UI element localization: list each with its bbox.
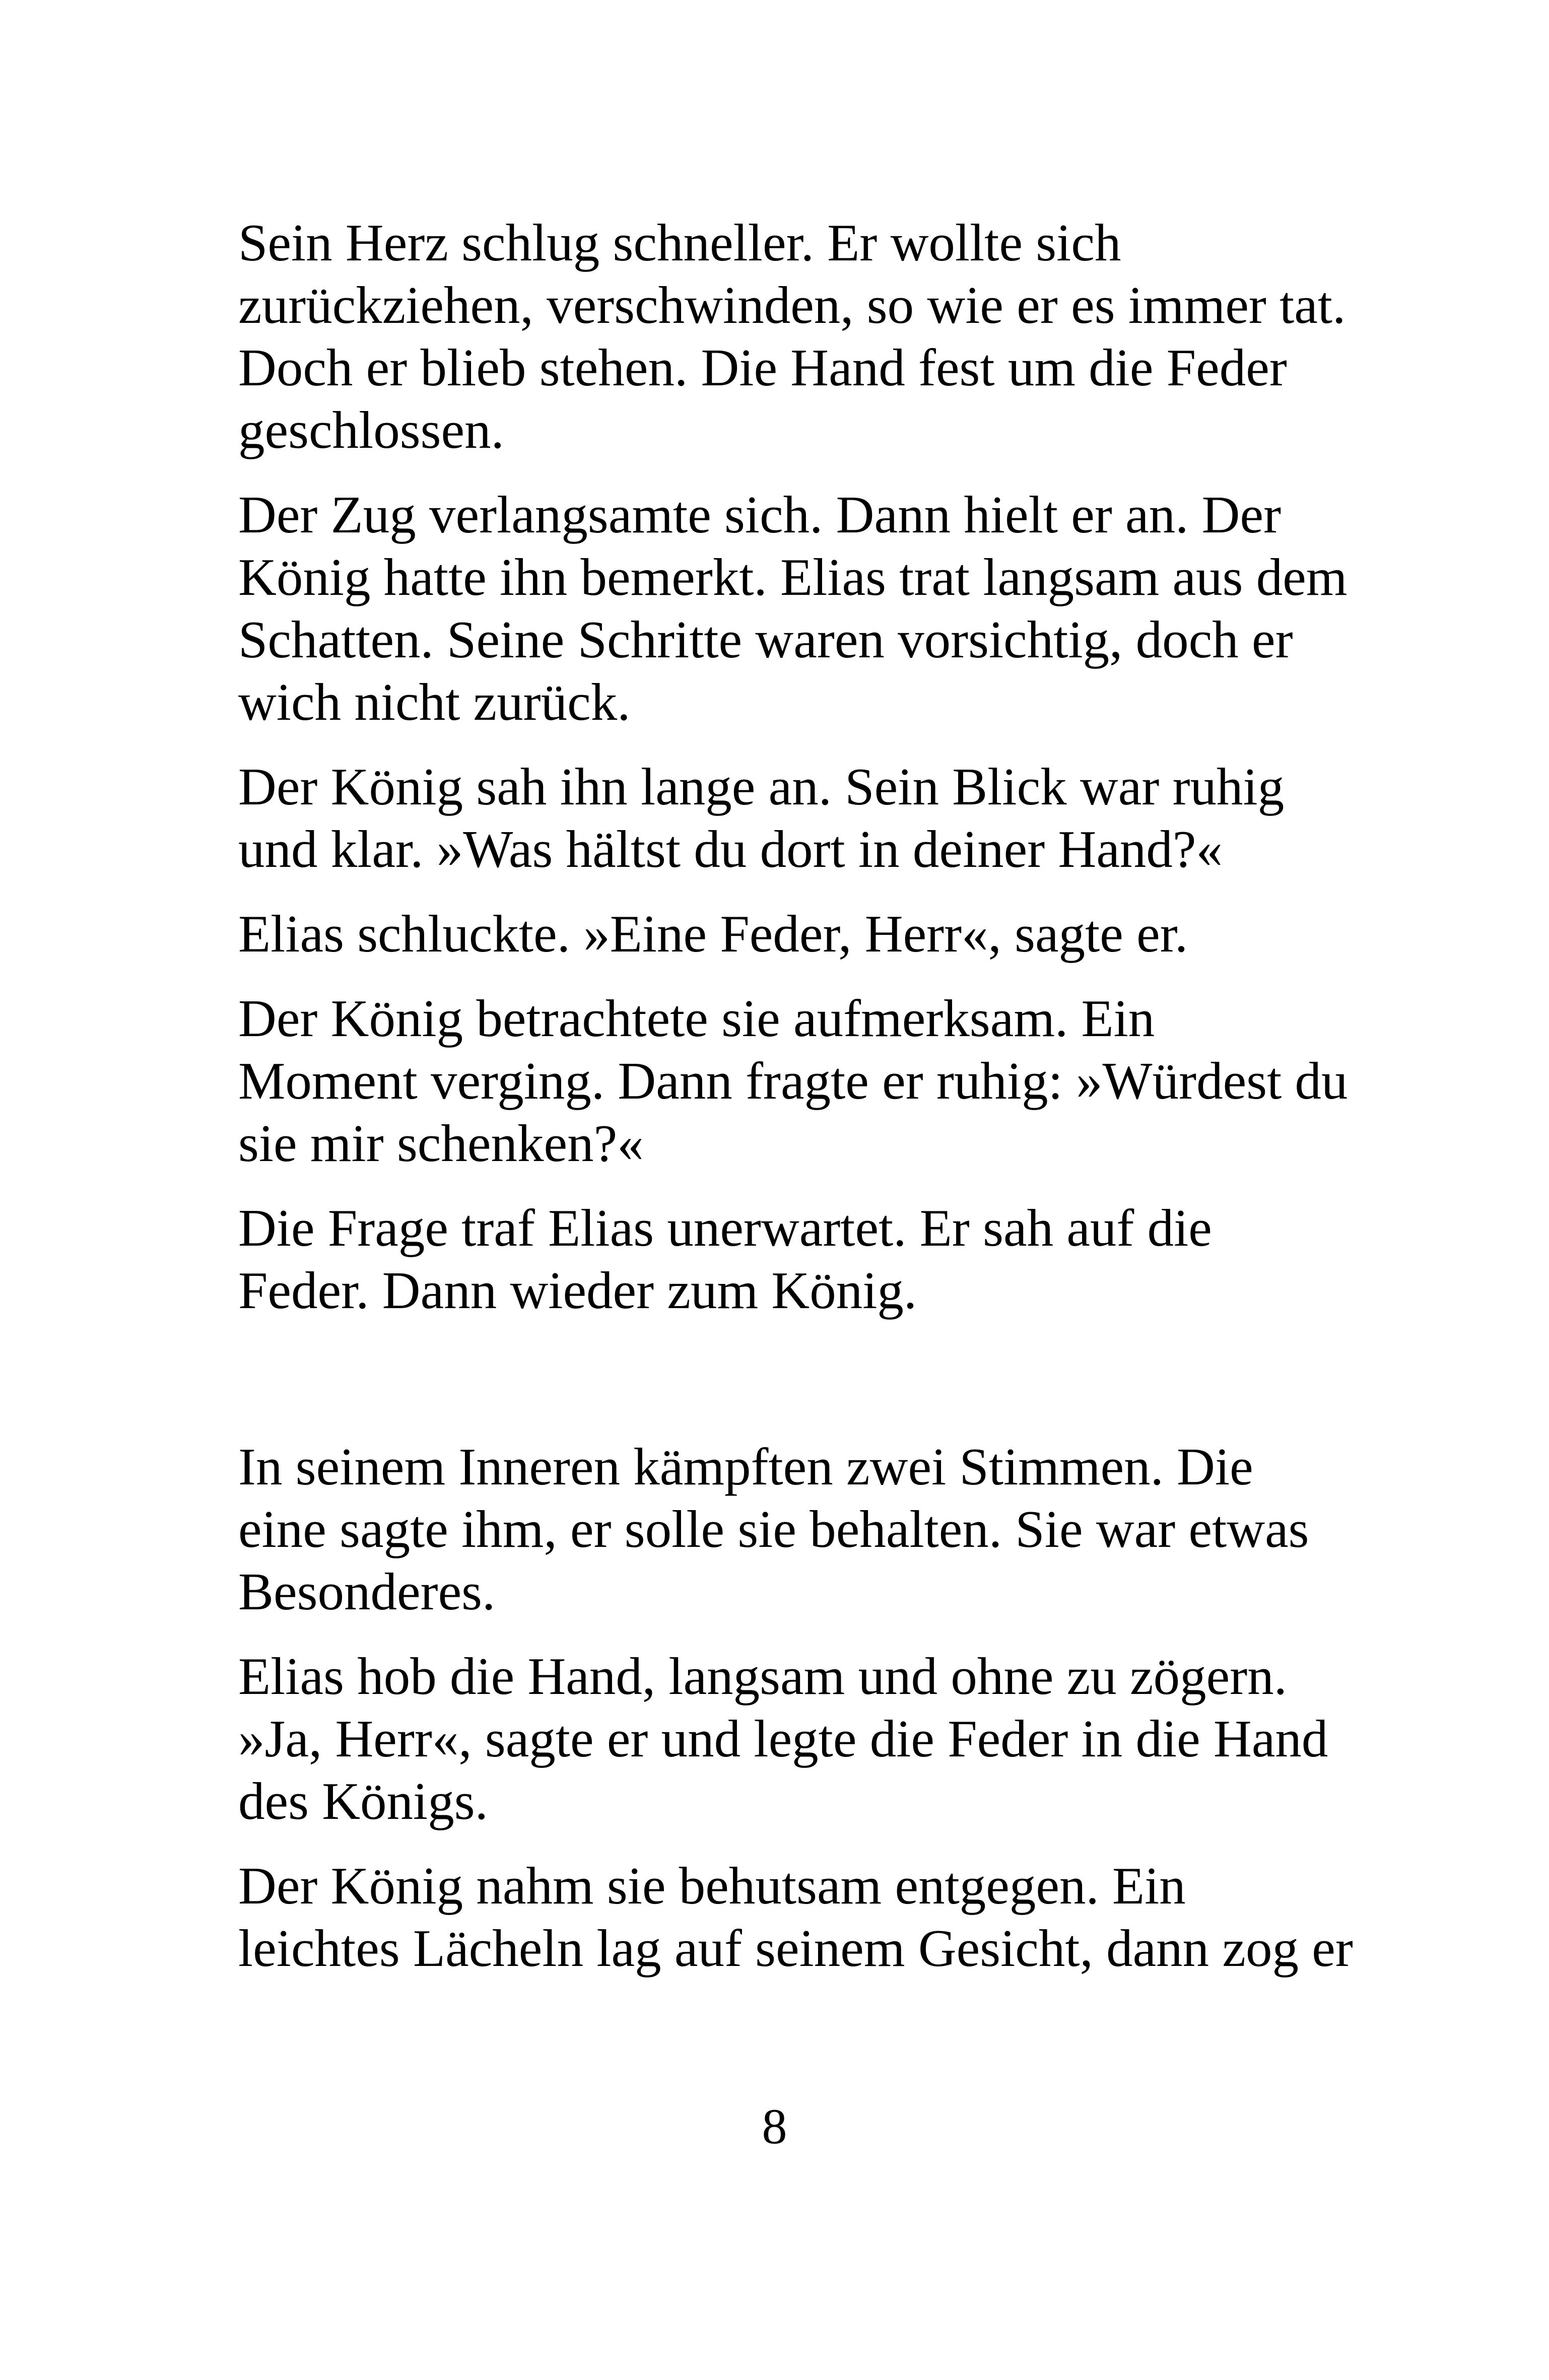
paragraph <box>179 1645 1337 1832</box>
text-line: Moment verging. Dann fragte er ruhig: »Würdest du <box>238 1051 1348 1110</box>
paragraph <box>179 987 1348 1175</box>
paragraph <box>179 1436 1337 1623</box>
text-line: wich nicht zurück. <box>238 672 631 731</box>
text-line: zurückziehen, verschwinden, so wie er es immer tat. <box>238 276 1346 334</box>
text-line: Sein Herz schlug schneller. Er wollte sich <box>238 213 1121 272</box>
text-line: König hatte ihn bemerkt. Elias trat langsam aus dem <box>238 548 1348 606</box>
text-line: geschlossen. <box>238 400 504 459</box>
text-line: eine sagte ihm, er solle sie behalten. Sie war etwas <box>238 1500 1309 1558</box>
text-line: Der König betrachtete sie aufmerksam. Ein <box>238 989 1155 1048</box>
text-line: Der Zug verlangsamte sich. Dann hielt er an. Der <box>238 485 1282 544</box>
text-line: Der König nahm sie behutsam entgegen. Ein <box>238 1856 1186 1915</box>
paragraph <box>179 484 1348 733</box>
text-line: leichtes Lächeln lag auf seinem Gesicht, dann zog er <box>238 1919 1353 1978</box>
paragraph <box>179 1197 1337 1322</box>
page-number: 8 <box>762 2098 787 2154</box>
paragraph <box>179 1855 1353 1980</box>
paragraph <box>179 756 1337 880</box>
text-line: Elias schluckte. »Eine Feder, Herr«, sagte er. <box>238 904 1188 963</box>
paragraph <box>179 212 1346 461</box>
text-line: In seinem Inneren kämpften zwei Stimmen. Die <box>238 1437 1253 1496</box>
text-line: Schatten. Seine Schritte waren vorsichtig, doch er <box>238 610 1293 669</box>
text-line: Feder. Dann wieder zum König. <box>238 1261 917 1320</box>
text-line: und klar. »Was hältst du dort in deiner Hand?« <box>238 820 1223 878</box>
text-line: Besonderes. <box>238 1562 496 1621</box>
text-line: Elias hob die Hand, langsam und ohne zu zögern. <box>238 1647 1287 1706</box>
text-line: Der König sah ihn lange an. Sein Blick war ruhig <box>238 757 1285 816</box>
text-line: sie mir schenken?« <box>238 1114 644 1173</box>
text-line: Doch er blieb stehen. Die Hand fest um die Feder <box>238 338 1287 397</box>
body-text <box>179 212 1353 2002</box>
text-line: Die Frage traf Elias unerwartet. Er sah auf die <box>238 1198 1212 1257</box>
text-line: des Königs. <box>238 1772 488 1830</box>
paragraph <box>179 903 1337 965</box>
text-line: »Ja, Herr«, sagte er und legte die Feder in die Hand <box>238 1709 1328 1768</box>
